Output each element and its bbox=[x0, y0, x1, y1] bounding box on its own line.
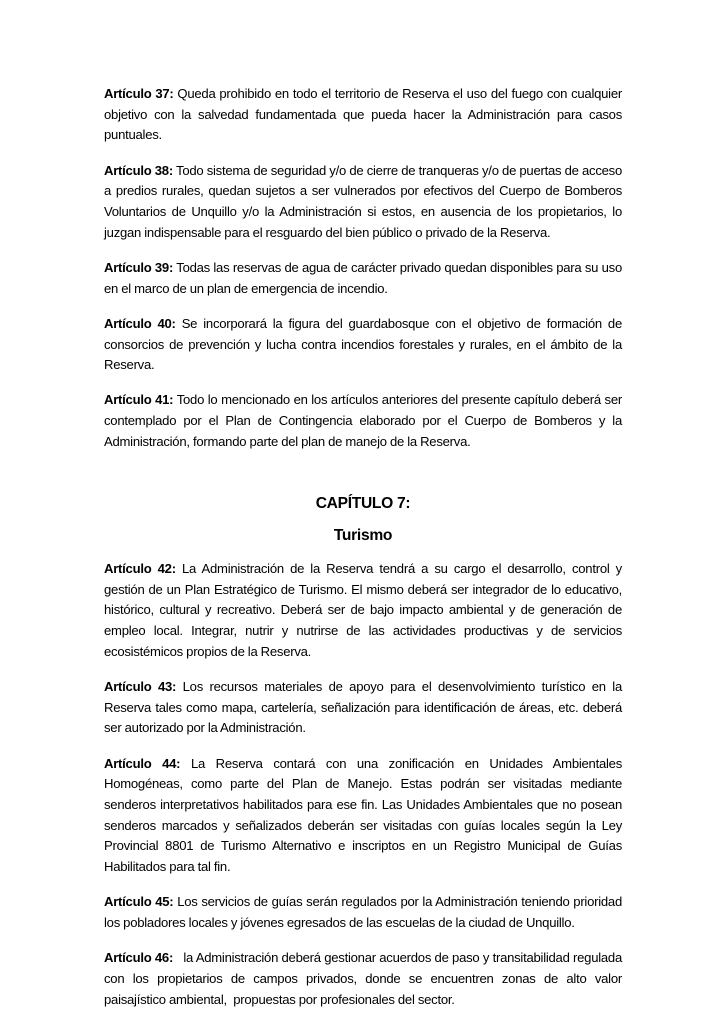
article-46 bbox=[104, 948, 626, 1010]
article-label: Artículo 38: bbox=[104, 162, 173, 178]
document-page bbox=[104, 84, 626, 1025]
article-text: Los servicios de guías serán regulados por la Administración teniendo prioridad los pobladores locales y jóvenes egresados de las escuelas de la ciudad de Unquillo. bbox=[104, 894, 622, 931]
article-label: Artículo 37: bbox=[104, 86, 174, 101]
article-text: Todo lo mencionado en los artículos anteriores del presente capítulo deberá ser contemplado por el Plan de Contingencia elaborado por el Cuerpo de Bomberos y la Administración, formando parte del plan de manejo de la Reserva. bbox=[104, 392, 622, 449]
article-39 bbox=[104, 258, 622, 299]
article-text: Todo sistema de seguridad y/o de cierre de tranqueras y/o de puertas de acceso a predios rurales, quedan sujetos a ser vulnerados por efectivos del Cuerpo de Bomberos Voluntarios de Unquillo y/o la Administración si estos, en ausencia de los propietarios, lo juzgan indispensable para el resguardo del bien público o privado de la Reserva. bbox=[104, 162, 622, 240]
article-44 bbox=[104, 754, 622, 878]
chapter-heading bbox=[104, 493, 622, 515]
article-text: Todas las reservas de agua de carácter privado quedan disponibles para su uso en el marco de un plan de emergencia de incendio. bbox=[104, 259, 622, 296]
article-label: Artículo 46: bbox=[104, 950, 174, 966]
article-41 bbox=[104, 390, 622, 452]
article-text: la Administración deberá gestionar acuerdos de paso y transitabilidad regulada con los propietarios de campos privados, donde se encuentren zonas de alto valor paisajístico ambiental, propuestas por profesionales del sector. bbox=[104, 950, 626, 1007]
chapter-suffix: : bbox=[405, 495, 411, 513]
article-label: Artículo 44: bbox=[104, 755, 181, 771]
article-text: Queda prohibido en todo el territorio de Reserva el uso del fuego con cualquier objetivo con la salvedad fundamentada que pueda hacer la Administración para casos puntuales. bbox=[104, 86, 622, 143]
spacer bbox=[104, 467, 622, 493]
article-label: Artículo 42: bbox=[104, 561, 176, 577]
article-text: La Administración de la Reserva tendrá a su cargo el desarrollo, control y gestión de un Plan Estratégico de Turismo. El mismo deberá ser integrador de lo educativo, histórico, cultural y recreativo. Deberá ser de bajo impacto ambiental y de generación de empleo local. Integrar, nutrir y nutrirse de las actividades productivas y de servicios ecosistémicos propios de la Reserva. bbox=[104, 561, 622, 659]
article-text: Los recursos materiales de apoyo para el desenvolvimiento turístico en la Reserva tales como mapa, cartelería, señalización para identificación de áreas, etc. deberá ser autorizado por la Administración. bbox=[104, 679, 622, 736]
article-text: Se incorporará la figura del guardabosque con el objetivo de formación de consorcios de prevención y lucha contra incendios forestales y rurales, en el ámbito de la Reserva. bbox=[104, 315, 622, 373]
article-45 bbox=[104, 892, 622, 933]
chapter-title: Turismo bbox=[333, 527, 393, 545]
article-43 bbox=[104, 677, 622, 739]
article-42 bbox=[104, 559, 622, 663]
article-40 bbox=[104, 314, 622, 376]
article-text: La Reserva contará con una zonificación en Unidades Ambientales Homogéneas, como parte del Plan de Manejo. Estas podrán ser visitadas mediante senderos interpretativos habilitados para ese fin. Las Unidades Ambientales que no posean senderos marcados y señalizados deberán ser visitadas con guías locales según la Ley Provincial 8801 de Turismo Alternativo e inscriptos en un Registro Municipal de Guías Habilitados para tal fin. bbox=[104, 755, 622, 875]
article-label: Artículo 39: bbox=[104, 259, 174, 275]
chapter-label: CAPÍTULO 7 bbox=[315, 495, 406, 513]
article-label: Artículo 41: bbox=[104, 392, 174, 408]
article-label: Artículo 45: bbox=[104, 894, 174, 910]
article-37 bbox=[104, 84, 622, 146]
article-label: Artículo 40: bbox=[104, 315, 176, 331]
article-label: Artículo 43: bbox=[104, 679, 177, 695]
article-38 bbox=[104, 161, 622, 244]
